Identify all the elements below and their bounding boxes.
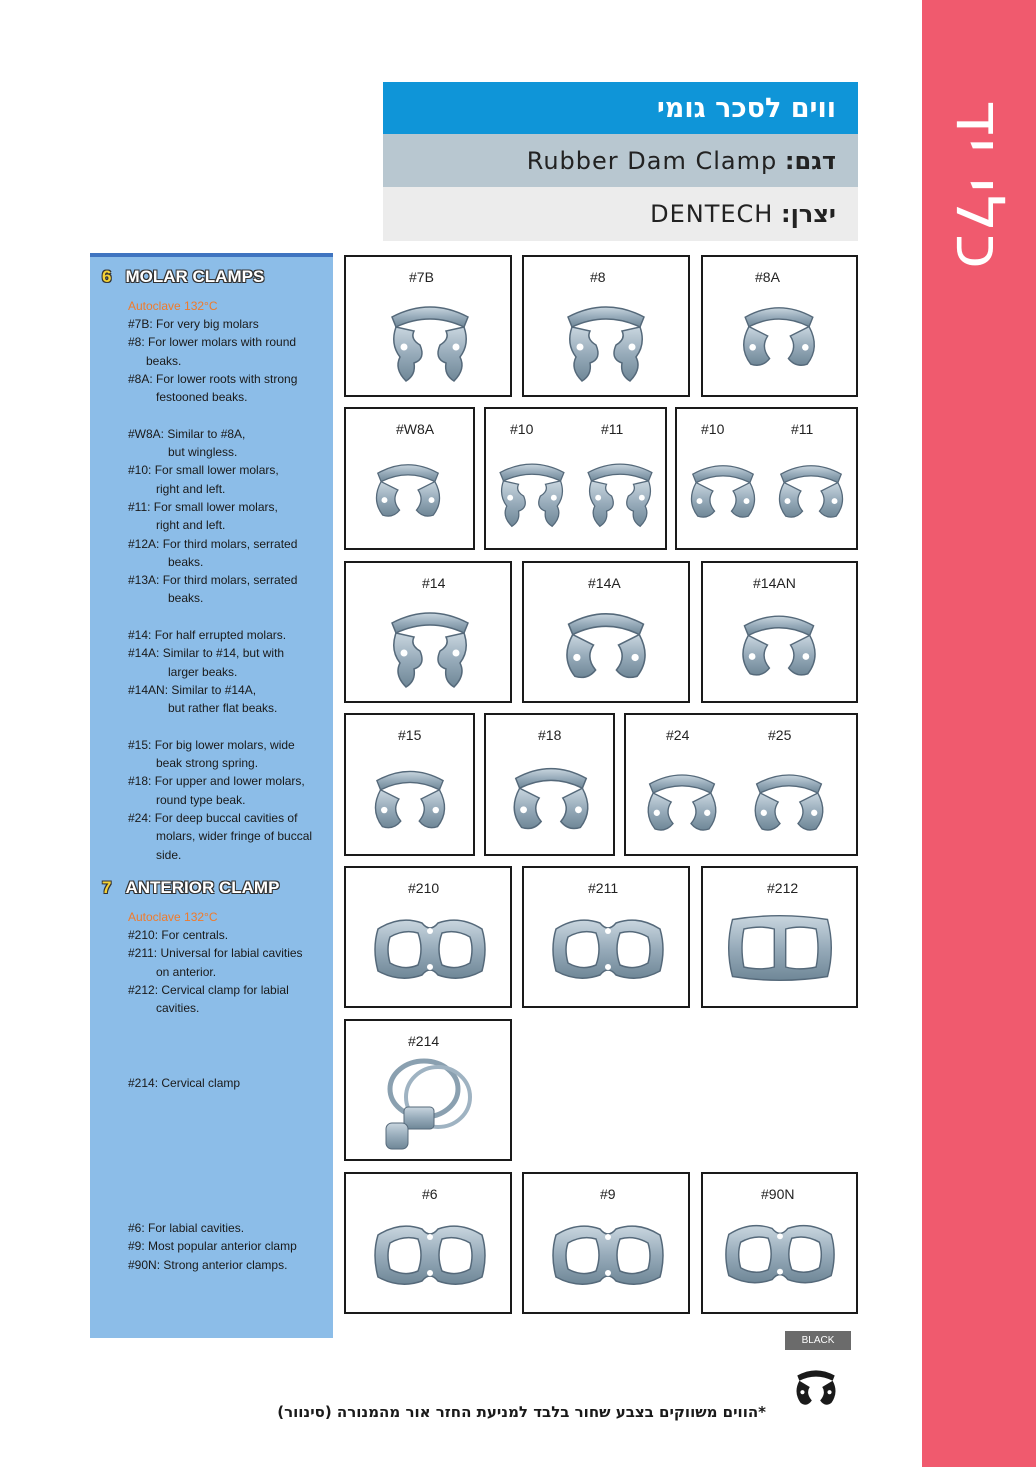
desc-line: #14AN: Similar to #14A, bbox=[128, 682, 257, 697]
info-panel bbox=[90, 253, 333, 1338]
model-value: Rubber Dam Clamp bbox=[526, 146, 778, 175]
anterior-section-heading bbox=[102, 878, 279, 898]
black-badge: BLACK bbox=[785, 1331, 851, 1350]
desc-line: #24: For deep buccal cavities of bbox=[128, 811, 298, 826]
clamp-label: #18 bbox=[538, 727, 562, 743]
clamp-label: #8 bbox=[590, 269, 606, 285]
product-title-bar bbox=[383, 82, 858, 134]
desc-line: #18: For upper and lower molars, bbox=[128, 774, 305, 789]
clamp-label: #8A bbox=[755, 269, 780, 285]
clamp-box-211 bbox=[522, 866, 690, 1008]
clamp-box-6 bbox=[344, 1172, 512, 1314]
clamp-box-8 bbox=[522, 255, 690, 397]
clamp-label: #210 bbox=[408, 880, 440, 896]
model-label: דגם: bbox=[784, 146, 836, 175]
desc-line: #12A: For third molars, serrated bbox=[128, 536, 298, 551]
desc-line: but wingless. bbox=[168, 445, 238, 460]
clamp-box-8a bbox=[701, 255, 858, 397]
clamp-label: #11 bbox=[601, 421, 624, 437]
desc-line: side. bbox=[156, 847, 182, 862]
desc-line: #211: Universal for labial cavities bbox=[128, 946, 303, 961]
desc-line: beaks. bbox=[146, 353, 182, 368]
clamp-label: #14 bbox=[422, 575, 446, 591]
desc-line: #8: For lower molars with round bbox=[128, 335, 297, 350]
desc-line bbox=[128, 406, 328, 424]
clamp-14-icon bbox=[380, 593, 480, 697]
desc-line bbox=[128, 718, 328, 736]
clamp-212-icon bbox=[723, 906, 837, 990]
clamp-label: #14AN bbox=[753, 575, 796, 591]
desc-line: beak strong spring. bbox=[156, 756, 259, 771]
desc-line: festooned beaks. bbox=[156, 390, 248, 405]
desc-line: #10: For small lower molars, bbox=[128, 463, 279, 478]
clamp-8-icon bbox=[554, 289, 658, 389]
clamp-210-icon bbox=[370, 906, 490, 992]
clamp-label: #25 bbox=[768, 727, 792, 743]
desc-line: but rather flat beaks. bbox=[168, 701, 278, 716]
desc-line: molars, wider fringe of buccal bbox=[156, 829, 313, 844]
clamp-label: #6 bbox=[422, 1186, 438, 1202]
clamp-box-9 bbox=[522, 1172, 690, 1314]
clamp-box-14a bbox=[522, 561, 690, 703]
molar-section-title: MOLAR CLAMPS bbox=[125, 267, 265, 286]
desc-line: round type beak. bbox=[156, 792, 246, 807]
model-row bbox=[383, 134, 858, 187]
desc-line: on anterior. bbox=[156, 964, 217, 979]
black-clamp-icon bbox=[790, 1356, 842, 1418]
clamp-90n-icon bbox=[721, 1210, 839, 1298]
clamp-label: #15 bbox=[398, 727, 422, 743]
clamp-box-14 bbox=[344, 561, 512, 703]
clamp-label: #14A bbox=[588, 575, 621, 591]
desc-line: #212: Cervical clamp for labial bbox=[128, 982, 289, 997]
clamp-box-24-25 bbox=[624, 713, 858, 856]
clamp-label: #9 bbox=[600, 1186, 616, 1202]
clamp-box-214 bbox=[344, 1019, 512, 1161]
clamp-label: #10 bbox=[510, 421, 534, 437]
clamp-9-icon bbox=[548, 1210, 668, 1300]
clamp-11-icon bbox=[578, 443, 662, 539]
maker-value: DENTECH bbox=[650, 200, 774, 228]
clamp-box-10-11-b bbox=[675, 407, 858, 550]
clamp-label: #11 bbox=[791, 421, 814, 437]
maker-row bbox=[383, 187, 858, 241]
clamp-25-icon bbox=[744, 757, 834, 847]
clamp-box-15 bbox=[344, 713, 475, 856]
anterior-autoclave: Autoclave 132°C bbox=[128, 910, 218, 924]
desc-line: #11: For small lower molars, bbox=[128, 499, 278, 514]
clamp-18-icon bbox=[502, 745, 600, 851]
clamp-10-icon bbox=[490, 443, 574, 539]
clamp-box-18 bbox=[484, 713, 615, 856]
clamp-211-icon bbox=[548, 904, 668, 994]
desc-line: #7B: For very big molars bbox=[128, 317, 259, 331]
side-title: כלי יד bbox=[940, 99, 1018, 271]
clamp-14a-icon bbox=[552, 593, 660, 697]
clamp-w8a-icon bbox=[366, 447, 450, 533]
clamp-label: #W8A bbox=[396, 421, 435, 437]
desc-line: right and left. bbox=[156, 518, 226, 533]
desc-line: #13A: For third molars, serrated bbox=[128, 573, 298, 588]
desc-line: larger beaks. bbox=[168, 664, 238, 679]
desc-line: #6: For labial cavities. bbox=[128, 1221, 245, 1235]
desc-line: #90N: Strong anterior clamps. bbox=[128, 1257, 288, 1272]
clamp-15-icon bbox=[364, 747, 456, 851]
labial-description bbox=[128, 1219, 328, 1274]
anterior-description bbox=[128, 926, 328, 1017]
desc-line: #9: Most popular anterior clamp bbox=[128, 1239, 297, 1254]
clamp-6-icon bbox=[370, 1210, 490, 1300]
clamp-7b-icon bbox=[380, 287, 480, 391]
clamp-13a-icon bbox=[769, 443, 853, 539]
clamp-24-icon bbox=[636, 757, 728, 847]
desc-line: #14: For half errupted molars. bbox=[128, 628, 287, 643]
desc-line bbox=[128, 608, 328, 626]
anterior-section-number: 7 bbox=[102, 878, 112, 897]
molar-section-number: 6 bbox=[102, 267, 112, 286]
clamp-label: #24 bbox=[666, 727, 690, 743]
clamp-label: #90N bbox=[761, 1186, 795, 1202]
clamp-box-90n bbox=[701, 1172, 858, 1314]
desc-line: beaks. bbox=[168, 591, 204, 606]
molar-description bbox=[128, 315, 328, 864]
clamp-label: #211 bbox=[588, 880, 619, 896]
desc-line: beaks. bbox=[168, 554, 204, 569]
side-band bbox=[922, 0, 1036, 1467]
product-title: ווים לסכר גומי bbox=[656, 92, 836, 124]
clamp-label: #212 bbox=[767, 880, 799, 896]
clamp-box-210 bbox=[344, 866, 512, 1008]
clamp-14an-icon bbox=[727, 597, 831, 693]
cervical-description: #214: Cervical clamp bbox=[128, 1076, 241, 1090]
clamp-box-7b bbox=[344, 255, 512, 397]
clamp-box-212 bbox=[701, 866, 858, 1008]
maker-label: יצרן: bbox=[780, 200, 836, 228]
desc-line: #15: For big lower molars, wide bbox=[128, 737, 295, 752]
clamp-214-icon bbox=[376, 1053, 486, 1159]
clamp-label: #214 bbox=[408, 1033, 440, 1049]
clamp-label: #7B bbox=[409, 269, 434, 285]
clamp-label: #10 bbox=[701, 421, 725, 437]
desc-line: #8A: For lower roots with strong bbox=[128, 371, 298, 386]
clamp-box-10-11 bbox=[484, 407, 667, 550]
side-title-wrap bbox=[922, 70, 1036, 300]
clamp-box-14an bbox=[701, 561, 858, 703]
molar-autoclave: Autoclave 132°C bbox=[128, 299, 218, 313]
desc-line: #210: For centrals. bbox=[128, 928, 229, 942]
desc-line: #W8A: Similar to #8A, bbox=[128, 426, 246, 441]
molar-section-heading bbox=[102, 267, 264, 287]
clamp-box-w8a bbox=[344, 407, 475, 550]
desc-line: #14A: Similar to #14, but with bbox=[128, 646, 285, 661]
desc-line: cavities. bbox=[156, 1001, 200, 1016]
clamp-8a-icon bbox=[727, 289, 831, 383]
clamp-12a-icon bbox=[681, 443, 765, 539]
footnote: *הווים משווקים בצבע שחור בלבד למניעת החזר אור מהמנורה (סינוור) bbox=[277, 1403, 766, 1421]
desc-line: right and left. bbox=[156, 481, 226, 496]
anterior-section-title: ANTERIOR CLAMP bbox=[125, 878, 280, 897]
